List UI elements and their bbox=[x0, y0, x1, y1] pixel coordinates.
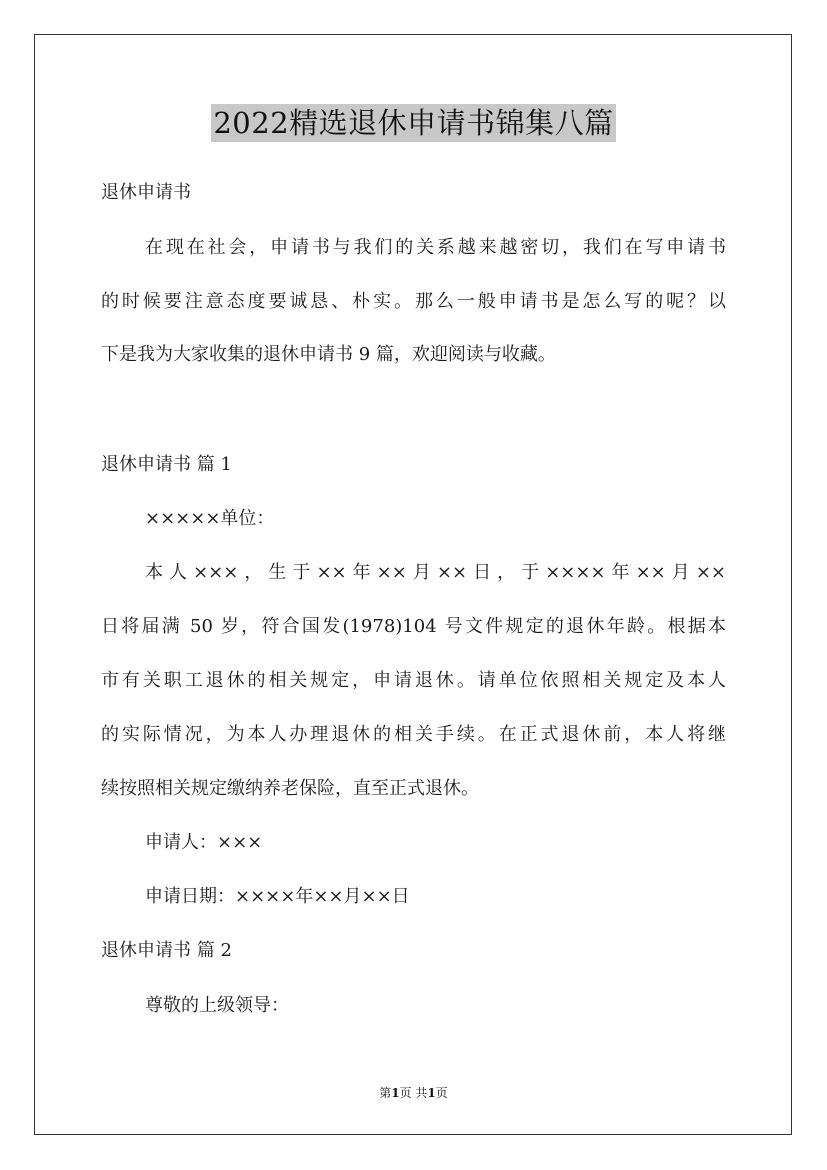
title-container bbox=[0, 104, 827, 142]
intro-line-3: 下是我为大家收集的退休申请书 9 篇，欢迎阅读与收藏。 bbox=[101, 344, 556, 365]
section-1-body-line-4: 的实际情况，为本人办理退休的相关手续。在正式退休前，本人将继 bbox=[101, 724, 726, 745]
page-footer bbox=[0, 1085, 827, 1101]
section-1-heading: 退休申请书 篇 1 bbox=[101, 454, 232, 475]
footer-page-total: 1 bbox=[427, 1086, 436, 1100]
section-1-date: 申请日期：××××年××月××日 bbox=[145, 886, 410, 907]
section-2-heading: 退休申请书 篇 2 bbox=[101, 940, 232, 961]
footer-page-mid: 页 共 bbox=[399, 1086, 428, 1100]
document-title[interactable]: 2022精选退休申请书锦集八篇 bbox=[213, 106, 614, 140]
footer-page-post: 页 bbox=[435, 1086, 448, 1100]
footer-page-pre: 第 bbox=[379, 1086, 392, 1100]
intro-line-2: 的时候要注意态度要诚恳、朴实。那么一般申请书是怎么写的呢？以 bbox=[101, 291, 726, 312]
section-1-salutation: ×××××单位： bbox=[145, 508, 275, 529]
footer-page-number: 1 bbox=[391, 1086, 400, 1100]
intro-heading: 退休申请书 bbox=[101, 182, 191, 203]
intro-line-1: 在现在社会，申请书与我们的关系越来越密切，我们在写申请书 bbox=[145, 237, 726, 258]
section-1-body-line-2: 日将届满 50 岁，符合国发(1978)104 号文件规定的退休年龄。根据本 bbox=[101, 616, 726, 637]
section-1-body-line-5: 续按照相关规定缴纳养老保险，直至正式退休。 bbox=[101, 778, 479, 799]
section-2-salutation: 尊敬的上级领导： bbox=[145, 995, 289, 1016]
section-1-applicant: 申请人：××× bbox=[145, 832, 263, 853]
section-1-body-line-1: 本人×××，生于××年××月××日，于××××年××月×× bbox=[145, 562, 726, 583]
section-1-body-line-3: 市有关职工退休的相关规定，申请退休。请单位依照相关规定及本人 bbox=[101, 670, 726, 691]
